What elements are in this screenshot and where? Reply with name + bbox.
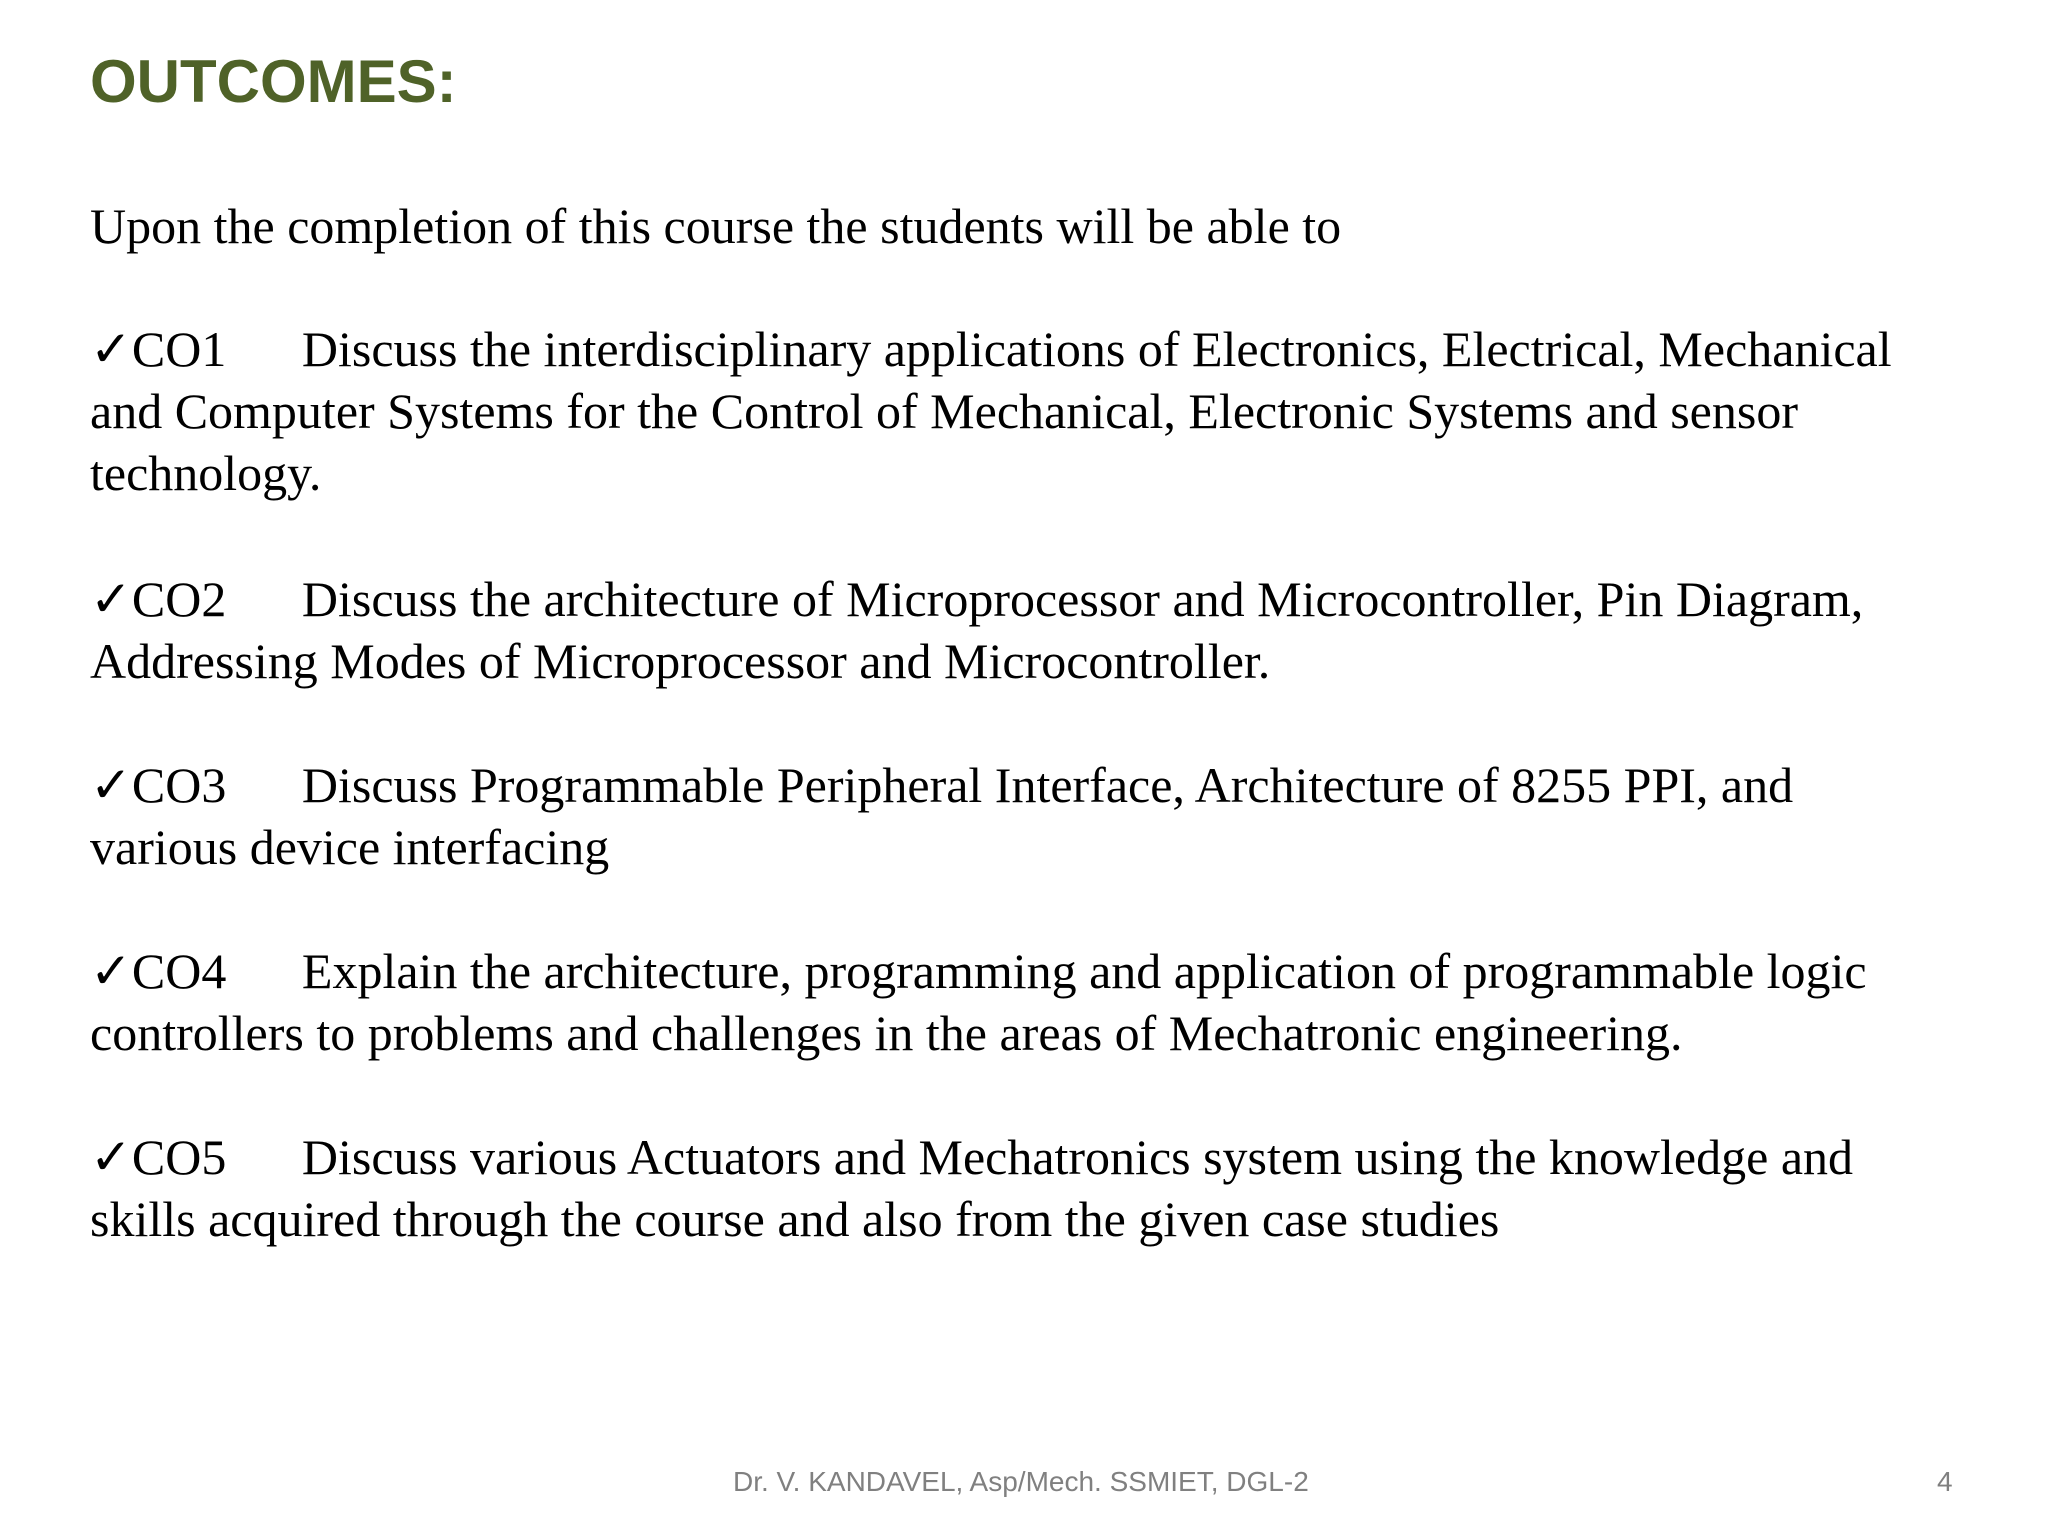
outcome-line	[90, 568, 1990, 630]
outcome-text: technology.	[90, 445, 322, 501]
outcome-item	[90, 754, 1990, 878]
checkmark-icon: ✓	[90, 321, 132, 377]
page-number: 4	[1937, 1466, 1953, 1497]
outcome-item	[90, 1126, 1990, 1250]
outcome-text: skills acquired through the course and also from the given case studies	[90, 1191, 1500, 1247]
outcome-text: Discuss the architecture of Microprocessor and Microcontroller, Pin Diagram,	[301, 571, 1864, 627]
outcome-item	[90, 318, 1990, 504]
outcome-text: various device interfacing	[90, 819, 610, 875]
outcome-text: and Computer Systems for the Control of Mechanical, Electronic Systems and sensor	[90, 383, 1798, 439]
intro-text: Upon the completion of this course the students will be able to	[90, 198, 1342, 254]
outcome-text: Addressing Modes of Microprocessor and Microcontroller.	[90, 633, 1271, 689]
outcome-text: Discuss various Actuators and Mechatronics system using the knowledge and	[301, 1129, 1854, 1185]
checkmark-icon: ✓	[90, 943, 132, 999]
outcome-text: Discuss Programmable Peripheral Interface, Architecture of 8255 PPI, and	[301, 757, 1794, 813]
slide-footer: Dr. V. KANDAVEL, Asp/Mech. SSMIET, DGL-2	[733, 1466, 1309, 1497]
outcome-line	[90, 754, 1990, 816]
checkmark-icon: ✓	[90, 1129, 132, 1185]
outcome-code: CO5	[131, 1129, 227, 1185]
outcome-item	[90, 568, 1990, 692]
checkmark-icon: ✓	[90, 571, 132, 627]
outcome-line	[90, 1126, 1990, 1188]
outcome-code: CO1	[131, 321, 227, 377]
outcome-code: CO2	[131, 571, 227, 627]
outcome-item	[90, 940, 1990, 1064]
outcome-code: CO3	[131, 757, 227, 813]
outcome-line	[90, 318, 1990, 380]
outcome-text: Explain the architecture, programming and application of programmable logic	[301, 943, 1867, 999]
outcome-line	[90, 940, 1990, 1002]
slide-title: OUTCOMES:	[90, 48, 457, 115]
outcome-code: CO4	[131, 943, 227, 999]
outcome-text: controllers to problems and challenges in the areas of Mechatronic engineering.	[90, 1005, 1683, 1061]
checkmark-icon: ✓	[90, 757, 132, 813]
outcome-text: Discuss the interdisciplinary applications of Electronics, Electrical, Mechanical	[301, 321, 1892, 377]
